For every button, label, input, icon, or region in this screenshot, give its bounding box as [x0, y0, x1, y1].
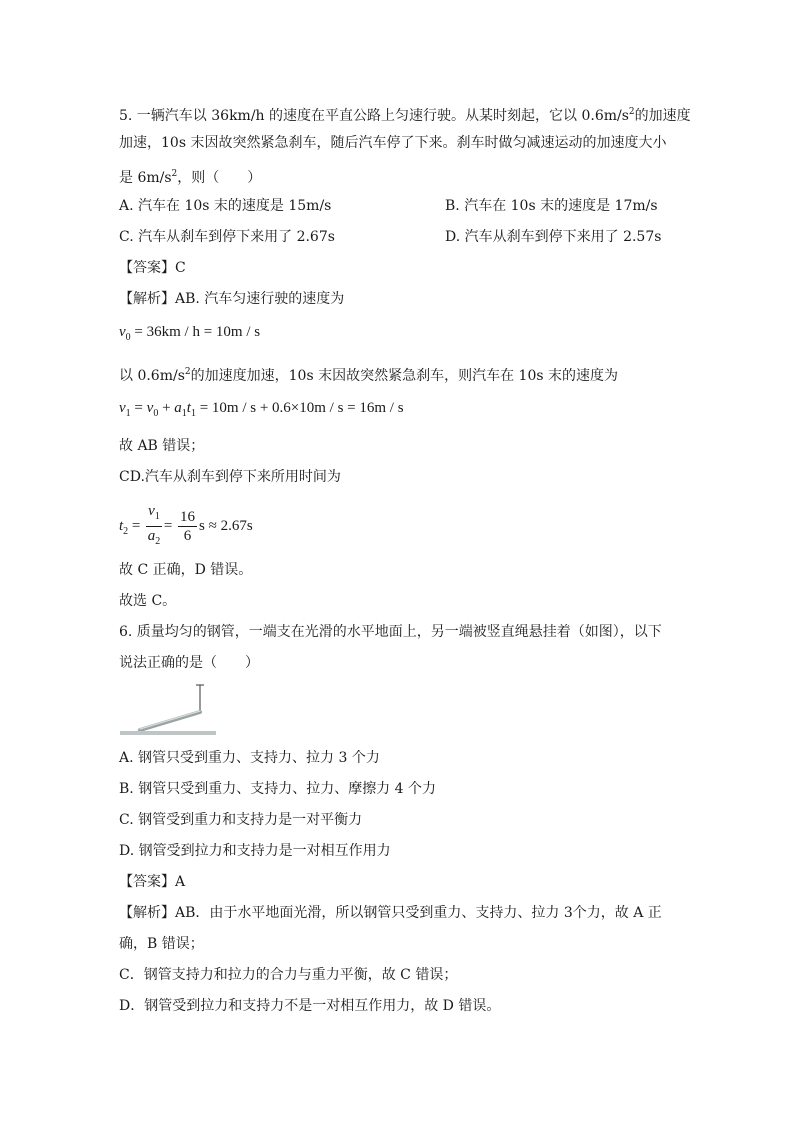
q5-equation-v0: $v_0 = 36km / h = 10m / s$	[119, 324, 261, 343]
answer-tag: 【答案】	[119, 874, 175, 890]
q5-stem-line1: 5. 一辆汽车以 36km/h 的速度在平直公路上匀速行驶。从某时刻起，它以 $0.6m/s^2$的加速度	[119, 107, 691, 124]
steel-pipe	[140, 712, 200, 730]
q5-option-c: C. 汽车从刹车到停下来用了 2.67s	[119, 229, 335, 245]
q5-stem-line2: 加速，10s 末因故突然紧急刹车，随后汽车停了下来。刹车时做匀减速运动的加速度大小	[119, 135, 667, 151]
ground	[120, 731, 216, 735]
q6-answer: 【答案】A	[119, 874, 186, 890]
q6-analysis-line3: C．钢管支持力和拉力的合力与重力平衡，故 C 错误；	[119, 967, 458, 983]
pipe-highlight	[140, 711, 200, 729]
q5-equation-v1: $v_1 = v_0 + a_1t_1 = 10m / s + 0.6\times 10m / s = 16m / s$	[119, 400, 404, 419]
q5-conclusion-ab: 故 AB 错误；	[119, 438, 205, 454]
analysis-tag: 【解析】	[119, 291, 175, 307]
q5-stem-line3: 是 $6m/s^2$，则（ ）	[119, 169, 262, 186]
q5-option-d: D. 汽车从刹车到停下来用了 2.57s	[445, 229, 662, 245]
q6-stem-line2: 说法正确的是（ ）	[119, 655, 259, 671]
q5-conclusion-cd: 故 C 正确，D 错误。	[119, 562, 253, 578]
q5-option-a: A. 汽车在 10s 末的速度是 15m/s	[119, 198, 332, 214]
q6-analysis-line1: 【解析】AB．由于水平地面光滑，所以钢管只受到重力、支持力、拉力 3个力，故 A 正	[119, 905, 662, 921]
q6-option-b: B. 钢管只受到重力、支持力、拉力、摩擦力 4 个力	[119, 781, 436, 797]
q6-option-d: D. 钢管受到拉力和支持力是一对相互作用力	[119, 843, 391, 859]
q5-text-acceleration: 以 $0.6m/s^2$的加速度加速，10s 末因故突然紧急刹车，则汽车在 10s 末的速度为	[119, 367, 618, 384]
pipe-figure	[118, 683, 218, 738]
q6-option-c: C. 钢管受到重力和支持力是一对平衡力	[119, 812, 363, 828]
answer-tag: 【答案】	[119, 260, 175, 276]
q6-option-a: A. 钢管只受到重力、支持力、拉力 3 个力	[119, 750, 380, 766]
q6-stem-line1: 6. 质量均匀的钢管，一端支在光滑的水平地面上，另一端被竖直绳悬挂着（如图），以下	[119, 624, 662, 640]
q6-analysis-line2: 确，B 错误；	[119, 936, 204, 952]
q6-analysis-line4: D．钢管受到拉力和支持力不是一对相互作用力，故 D 错误。	[119, 998, 501, 1014]
analysis-tag: 【解析】	[119, 905, 175, 921]
q5-option-b: B. 汽车在 10s 末的速度是 17m/s	[445, 198, 658, 214]
q5-final: 故选 C。	[119, 593, 177, 609]
q5-analysis-intro: 【解析】AB. 汽车匀速行驶的速度为	[119, 291, 345, 307]
q5-equation-t2: $t_2$ = $\frac{v_1}{a_2}$ = $\frac{16}{6}$ s ≈ 2.67s	[119, 503, 253, 547]
q5-cd-intro: CD.汽车从刹车到停下来所用时间为	[119, 469, 341, 485]
q5-answer: 【答案】C	[119, 260, 186, 276]
